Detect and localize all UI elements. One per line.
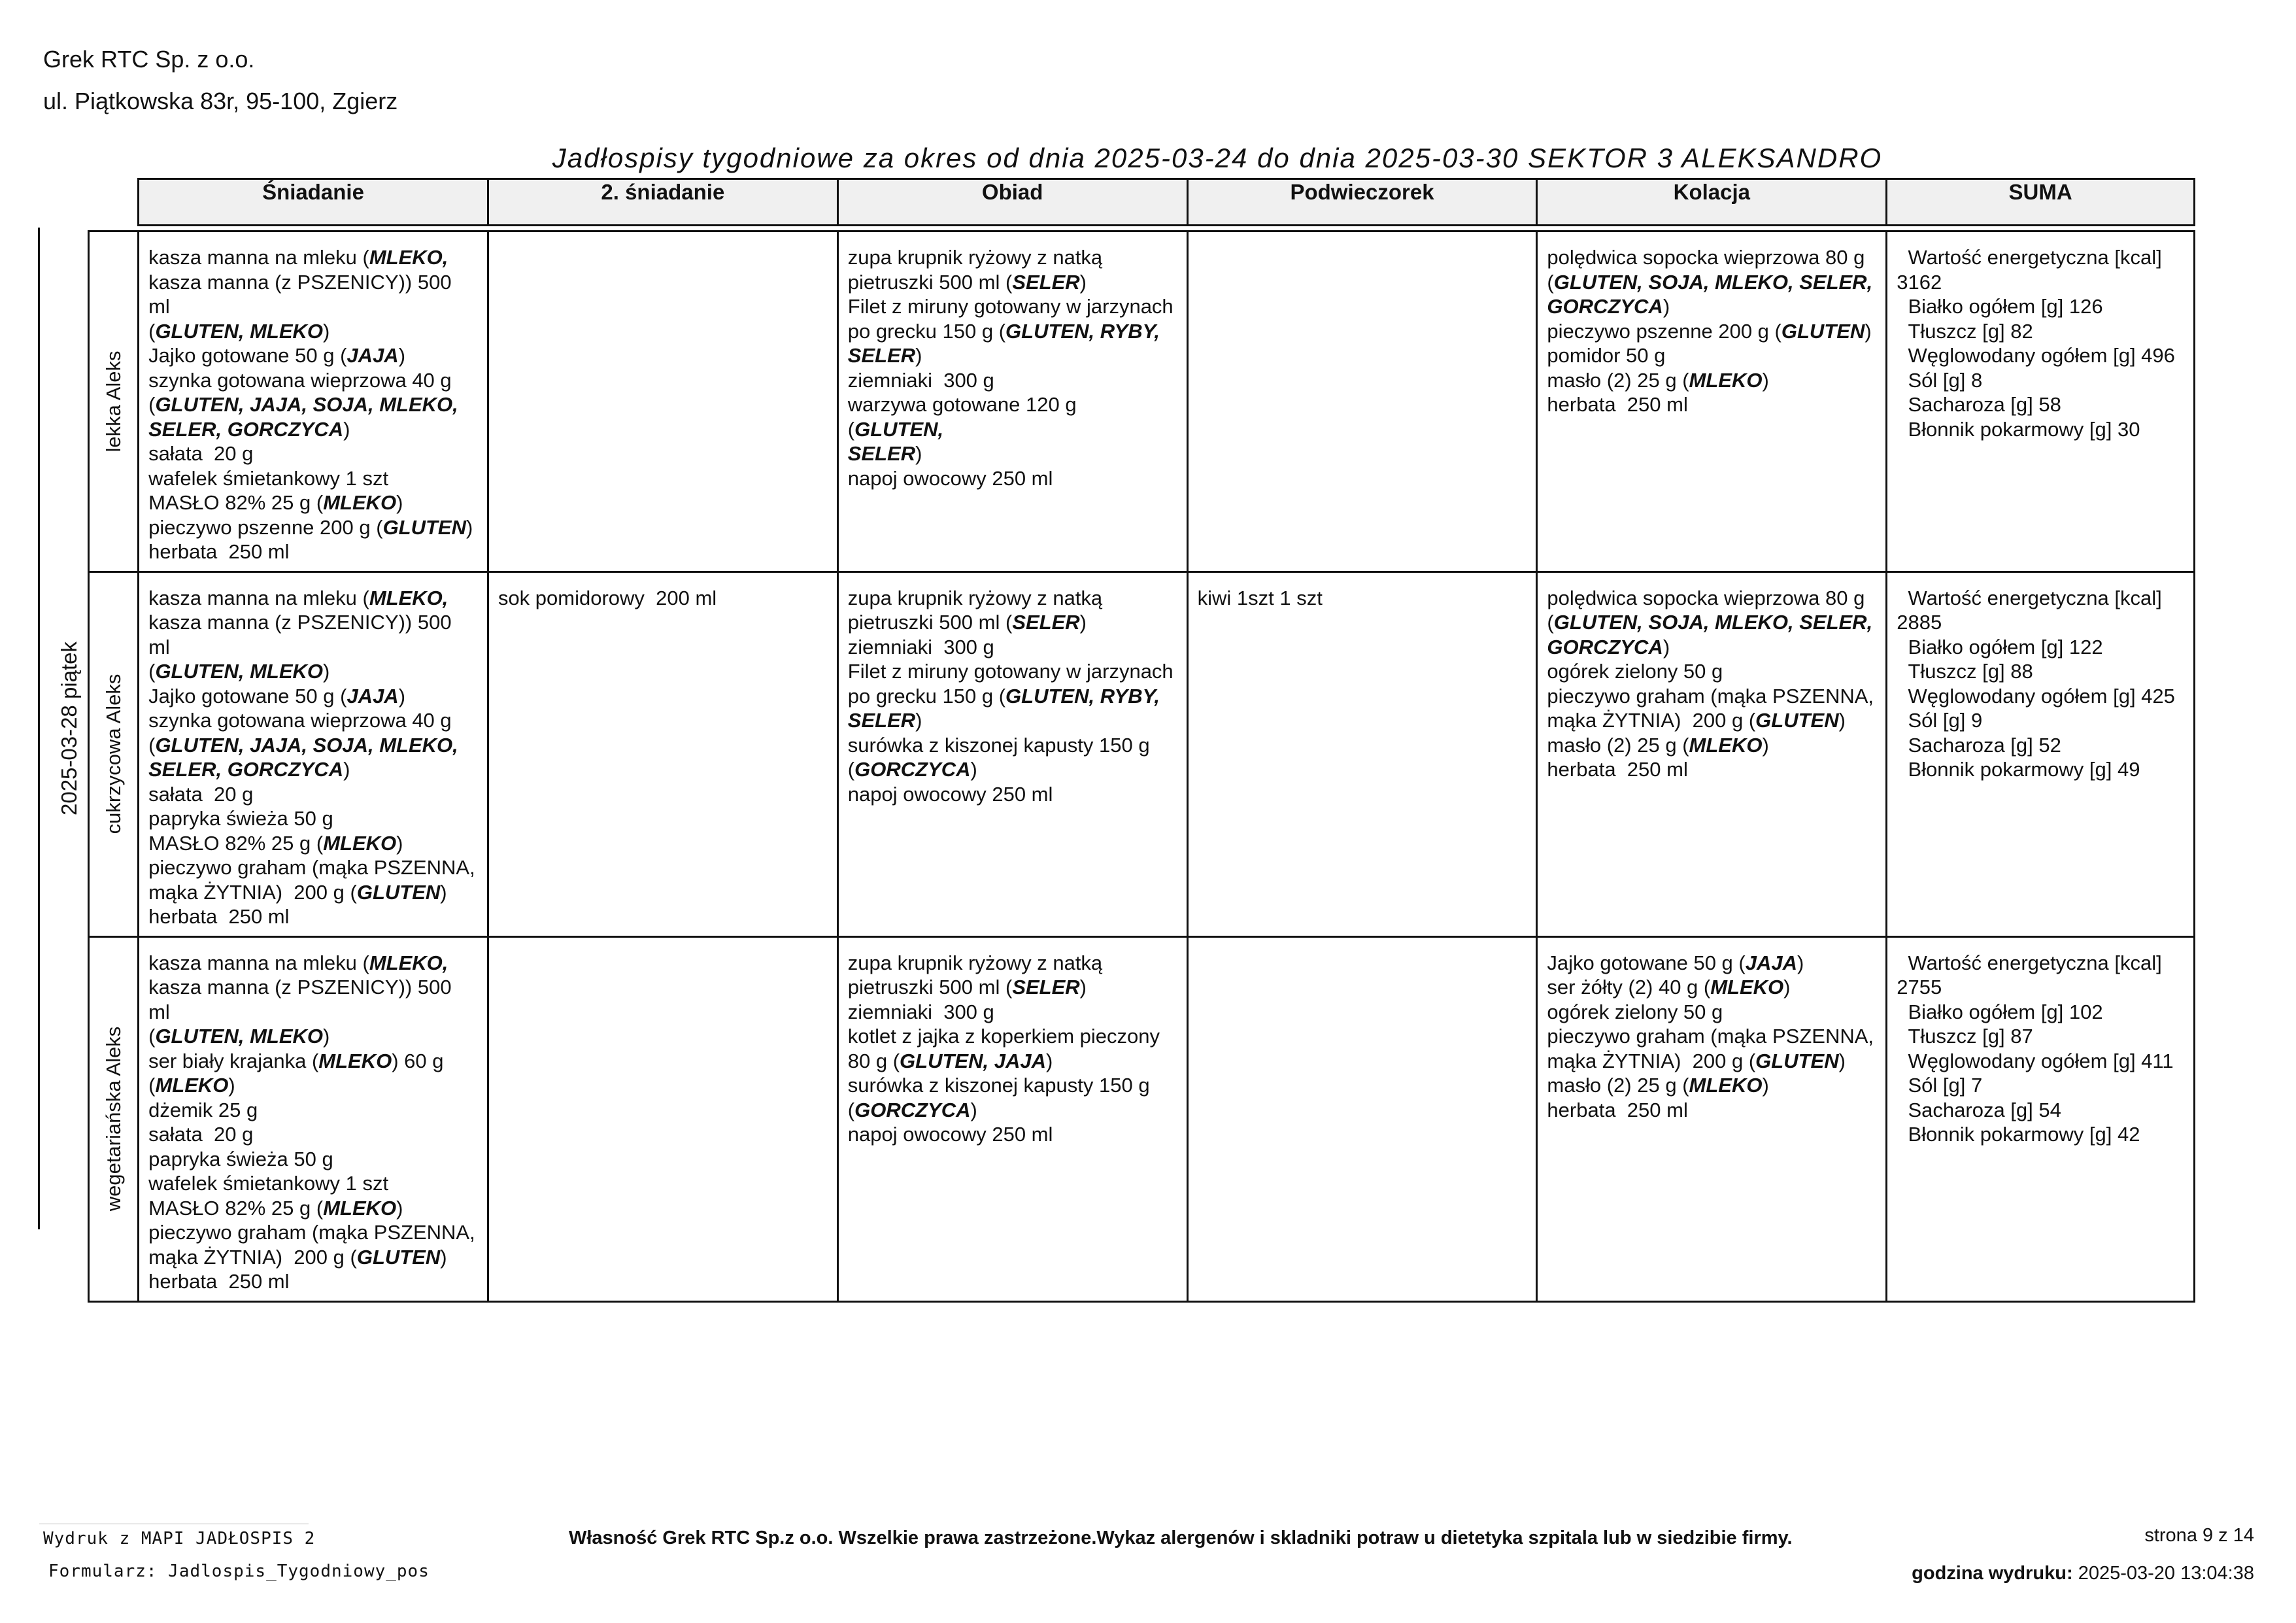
nutrition-line: 2885 bbox=[1897, 611, 1942, 634]
dish-line: herbata 250 ml bbox=[1547, 393, 1688, 416]
footer-print-time bbox=[1912, 1563, 2254, 1584]
dish-line: (GORCZYCA) bbox=[847, 1098, 977, 1121]
dish-line: kasza manna (z PSZENICY)) 500 ml bbox=[148, 611, 458, 658]
dish-line: pietruszki 500 ml (SELER) bbox=[847, 611, 1087, 634]
kolacja-cell bbox=[1537, 231, 1887, 572]
dish-line: SELER, GORCZYCA) bbox=[148, 758, 350, 781]
dish-line: zupa krupnik ryżowy z natką bbox=[847, 951, 1103, 974]
column-header-podwieczorek: Podwieczorek bbox=[1187, 179, 1537, 226]
nutrition-line: Błonnik pokarmowy [g] 42 bbox=[1897, 1123, 2140, 1146]
nutrition-line: Sacharoza [g] 52 bbox=[1897, 733, 2061, 757]
dish-line: Jajko gotowane 50 g (JAJA) bbox=[1547, 951, 1804, 974]
dish-line: mąka ŻYTNIA) 200 g (GLUTEN) bbox=[1547, 1049, 1846, 1072]
dish-line: Filet z miruny gotowany w jarzynach bbox=[847, 660, 1173, 683]
diet-name: wegetariańska Aleks bbox=[101, 1026, 125, 1212]
dish-line: (GLUTEN, JAJA, SOJA, MLEKO, bbox=[148, 733, 458, 757]
podwieczorek-cell bbox=[1187, 231, 1537, 572]
dish-line: herbata 250 ml bbox=[1547, 758, 1688, 781]
print-time-label: godzina wydruku: bbox=[1912, 1563, 2073, 1584]
dish-line: herbata 250 ml bbox=[1547, 1098, 1688, 1121]
column-header-sniadanie: Śniadanie bbox=[139, 179, 488, 226]
dish-line: napoj owocowy 250 ml bbox=[847, 782, 1053, 806]
nutrition-line: Tłuszcz [g] 88 bbox=[1897, 660, 2033, 683]
dish-line: kasza manna na mleku (MLEKO, bbox=[148, 586, 448, 609]
date-bracket-line bbox=[38, 228, 40, 1229]
podwieczorek-cell bbox=[1187, 936, 1537, 1301]
date-label: 2025-03-28 piątek bbox=[57, 641, 81, 816]
dish-line: pieczywo pszenne 200 g (GLUTEN) bbox=[1547, 319, 1872, 343]
nutrition-line: Tłuszcz [g] 87 bbox=[1897, 1025, 2033, 1048]
dish-line: ziemniaki 300 g bbox=[847, 1000, 994, 1023]
dish-line: MASŁO 82% 25 g (MLEKO) bbox=[148, 491, 403, 514]
dish-line: herbata 250 ml bbox=[148, 905, 290, 928]
dish-line: mąka ŻYTNIA) 200 g (GLUTEN) bbox=[148, 1245, 447, 1269]
nutrition-line: Błonnik pokarmowy [g] 49 bbox=[1897, 758, 2140, 781]
dish-line: kiwi 1szt 1 szt bbox=[1197, 586, 1323, 609]
nutrition-line: Węglowodany ogółem [g] 425 bbox=[1897, 684, 2175, 708]
dish-line: po grecku 150 g (GLUTEN, RYBY, bbox=[847, 684, 1160, 708]
podwieczorek-cell bbox=[1187, 572, 1537, 936]
dish-line: po grecku 150 g (GLUTEN, RYBY, bbox=[847, 319, 1160, 343]
dish-line: masło (2) 25 g (MLEKO) bbox=[1547, 368, 1769, 392]
dish-line: pietruszki 500 ml (SELER) bbox=[847, 976, 1087, 999]
dish-line: ogórek zielony 50 g bbox=[1547, 1000, 1723, 1023]
dish-line: wafelek śmietankowy 1 szt bbox=[148, 1172, 389, 1195]
dish-line: Jajko gotowane 50 g (JAJA) bbox=[148, 344, 406, 367]
suma-cell bbox=[1887, 936, 2195, 1301]
dish-line: ser żółty (2) 40 g (MLEKO) bbox=[1547, 976, 1791, 999]
obiad-cell bbox=[837, 231, 1187, 572]
footer-ownership-note: Własność Grek RTC Sp.z o.o. Wszelkie prawa zastrzeżone.Wykaz alergenów i skladniki potraw u dietetyka szpitala lub w siedzibie firmy. bbox=[569, 1528, 1793, 1548]
nutrition-line: Węglowodany ogółem [g] 411 bbox=[1897, 1049, 2174, 1072]
nutrition-line: Białko ogółem [g] 102 bbox=[1897, 1000, 2103, 1023]
spacer-cell bbox=[89, 226, 139, 231]
drugie-sniadanie-cell bbox=[488, 572, 837, 936]
dish-line: ogórek zielony 50 g bbox=[1547, 660, 1723, 683]
dish-line: wafelek śmietankowy 1 szt bbox=[148, 466, 389, 490]
nutrition-line: Wartość energetyczna [kcal] bbox=[1897, 586, 2162, 609]
company-name: Grek RTC Sp. z o.o. bbox=[43, 46, 255, 73]
diet-row bbox=[89, 936, 2195, 1301]
dish-line: sałata 20 g bbox=[148, 782, 254, 806]
nutrition-line: Tłuszcz [g] 82 bbox=[1897, 319, 2033, 343]
sniadanie-cell bbox=[139, 231, 488, 572]
dish-line: napoj owocowy 250 ml bbox=[847, 466, 1053, 490]
dish-line: ziemniaki 300 g bbox=[847, 635, 994, 658]
dish-line: (GLUTEN, JAJA, SOJA, MLEKO, bbox=[148, 393, 458, 416]
column-header-kolacja: Kolacja bbox=[1537, 179, 1887, 226]
dish-line: surówka z kiszonej kapusty 150 g bbox=[847, 1074, 1150, 1097]
diet-name-cell bbox=[89, 231, 139, 572]
dish-line: kasza manna (z PSZENICY)) 500 ml bbox=[148, 270, 458, 318]
nutrition-line: Sól [g] 8 bbox=[1897, 368, 1983, 392]
nutrition-line: Błonnik pokarmowy [g] 30 bbox=[1897, 417, 2140, 441]
footer-page-info: strona 9 z 14 bbox=[2144, 1525, 2254, 1546]
dish-line: masło (2) 25 g (MLEKO) bbox=[1547, 1074, 1769, 1097]
dish-line: MASŁO 82% 25 g (MLEKO) bbox=[148, 831, 403, 855]
nutrition-line: Białko ogółem [g] 126 bbox=[1897, 295, 2103, 318]
dish-line: SELER) bbox=[847, 344, 922, 367]
diet-name-cell bbox=[89, 936, 139, 1301]
nutrition-line: Białko ogółem [g] 122 bbox=[1897, 635, 2103, 658]
dish-line: GORCZYCA) bbox=[1547, 295, 1670, 318]
dish-line: SELER, GORCZYCA) bbox=[148, 417, 350, 441]
diet-name: lekka Aleks bbox=[101, 350, 125, 453]
drugie-sniadanie-cell bbox=[488, 231, 837, 572]
dish-line: dżemik 25 g bbox=[148, 1098, 258, 1121]
dish-line: (GLUTEN, MLEKO) bbox=[148, 660, 330, 683]
dish-line: napoj owocowy 250 ml bbox=[847, 1123, 1053, 1146]
dish-line: kasza manna na mleku (MLEKO, bbox=[148, 951, 448, 974]
print-time-value: 2025-03-20 13:04:38 bbox=[2078, 1563, 2254, 1584]
dish-line: pomidor 50 g bbox=[1547, 344, 1666, 367]
header-row bbox=[89, 179, 2195, 226]
column-header-drugie-sniadanie: 2. śniadanie bbox=[488, 179, 837, 226]
column-header-suma: SUMA bbox=[1887, 179, 2195, 226]
dish-line: papryka świeża 50 g bbox=[148, 807, 333, 830]
dish-line: pieczywo graham (mąka PSZENNA, bbox=[148, 856, 475, 879]
dish-line: sok pomidorowy 200 ml bbox=[498, 586, 717, 609]
page-title: Jadłospisy tygodniowe za okres od dnia 2025-03-24 do dnia 2025-03-30 SEKTOR 3 ALEKSANDRO bbox=[552, 143, 1883, 173]
dish-line: pieczywo graham (mąka PSZENNA, bbox=[148, 1221, 475, 1244]
dish-line: warzywa gotowane 120 g (GLUTEN, bbox=[847, 393, 1083, 441]
dish-line: pieczywo graham (mąka PSZENNA, bbox=[1547, 684, 1874, 708]
nutrition-line: Sól [g] 9 bbox=[1897, 709, 1983, 732]
dish-line: szynka gotowana wieprzowa 40 g bbox=[148, 709, 452, 732]
dish-line: kotlet z jajka z koperkiem pieczony bbox=[847, 1025, 1160, 1048]
dish-line: pieczywo graham (mąka PSZENNA, bbox=[1547, 1025, 1874, 1048]
nutrition-line: Sacharoza [g] 54 bbox=[1897, 1098, 2061, 1121]
dish-line: papryka świeża 50 g bbox=[148, 1147, 333, 1170]
dish-line: (GLUTEN, SOJA, MLEKO, SELER, bbox=[1547, 611, 1873, 634]
weekly-menu-table bbox=[88, 178, 2195, 1303]
dish-line: (GLUTEN, MLEKO) bbox=[148, 1025, 330, 1048]
nutrition-line: 2755 bbox=[1897, 976, 1942, 999]
spacer-cell bbox=[139, 226, 2195, 231]
dish-line: (MLEKO) bbox=[148, 1074, 235, 1097]
header-corner bbox=[89, 179, 139, 226]
dish-line: (GLUTEN, SOJA, MLEKO, SELER, bbox=[1547, 270, 1873, 294]
dish-line: sałata 20 g bbox=[148, 442, 254, 465]
diet-row bbox=[89, 231, 2195, 572]
dish-line: surówka z kiszonej kapusty 150 g bbox=[847, 733, 1150, 757]
footer-printout-label: Wydruk z MAPI JADŁOSPIS 2 bbox=[43, 1529, 316, 1548]
nutrition-line: Węglowodany ogółem [g] 496 bbox=[1897, 344, 2175, 367]
kolacja-cell bbox=[1537, 572, 1887, 936]
nutrition-line: Sacharoza [g] 58 bbox=[1897, 393, 2061, 416]
nutrition-line: Wartość energetyczna [kcal] bbox=[1897, 951, 2162, 974]
menu-body bbox=[89, 231, 2195, 1302]
dish-line: MASŁO 82% 25 g (MLEKO) bbox=[148, 1196, 403, 1220]
dish-line: SELER) bbox=[847, 709, 922, 732]
company-address: ul. Piątkowska 83r, 95-100, Zgierz bbox=[43, 88, 398, 114]
sniadanie-cell bbox=[139, 936, 488, 1301]
dish-line: sałata 20 g bbox=[148, 1123, 254, 1146]
obiad-cell bbox=[837, 936, 1187, 1301]
dish-line: mąka ŻYTNIA) 200 g (GLUTEN) bbox=[148, 880, 447, 904]
dish-line: mąka ŻYTNIA) 200 g (GLUTEN) bbox=[1547, 709, 1846, 732]
dish-line: ziemniaki 300 g bbox=[847, 368, 994, 392]
dish-line: polędwica sopocka wieprzowa 80 g bbox=[1547, 246, 1865, 269]
nutrition-line: Wartość energetyczna [kcal] bbox=[1897, 246, 2162, 269]
dish-line: pietruszki 500 ml (SELER) bbox=[847, 270, 1087, 294]
drugie-sniadanie-cell bbox=[488, 936, 837, 1301]
dish-line: zupa krupnik ryżowy z natką bbox=[847, 246, 1103, 269]
dish-line: Jajko gotowane 50 g (JAJA) bbox=[148, 684, 406, 708]
nutrition-line: Sól [g] 7 bbox=[1897, 1074, 1983, 1097]
dish-line: (GORCZYCA) bbox=[847, 758, 977, 781]
column-header-obiad: Obiad bbox=[837, 179, 1187, 226]
dish-line: polędwica sopocka wieprzowa 80 g bbox=[1547, 586, 1865, 609]
dish-line: herbata 250 ml bbox=[148, 540, 290, 563]
dish-line: Filet z miruny gotowany w jarzynach bbox=[847, 295, 1173, 318]
dish-line: GORCZYCA) bbox=[1547, 635, 1670, 658]
dish-line: pieczywo pszenne 200 g (GLUTEN) bbox=[148, 515, 473, 539]
dish-line: masło (2) 25 g (MLEKO) bbox=[1547, 733, 1769, 757]
diet-row bbox=[89, 572, 2195, 936]
diet-name: cukrzycowa Aleks bbox=[101, 674, 125, 834]
dish-line: (GLUTEN, MLEKO) bbox=[148, 319, 330, 343]
nutrition-line: 3162 bbox=[1897, 270, 1942, 294]
dish-line: 80 g (GLUTEN, JAJA) bbox=[847, 1049, 1053, 1072]
dish-line: herbata 250 ml bbox=[148, 1270, 290, 1293]
header-spacer bbox=[89, 226, 2195, 231]
dish-line: szynka gotowana wieprzowa 40 g bbox=[148, 368, 452, 392]
footer-form-label: Formularz: Jadlospis_Tygodniowy_pos bbox=[48, 1562, 430, 1581]
suma-cell bbox=[1887, 572, 2195, 936]
dish-line: zupa krupnik ryżowy z natką bbox=[847, 586, 1103, 609]
dish-line: kasza manna (z PSZENICY)) 500 ml bbox=[148, 976, 458, 1023]
sniadanie-cell bbox=[139, 572, 488, 936]
obiad-cell bbox=[837, 572, 1187, 936]
dish-line: kasza manna na mleku (MLEKO, bbox=[148, 246, 448, 269]
diet-name-cell bbox=[89, 572, 139, 936]
dish-line: SELER) bbox=[847, 442, 922, 465]
dish-line: ser biały krajanka (MLEKO) 60 g bbox=[148, 1049, 444, 1072]
suma-cell bbox=[1887, 231, 2195, 572]
kolacja-cell bbox=[1537, 936, 1887, 1301]
